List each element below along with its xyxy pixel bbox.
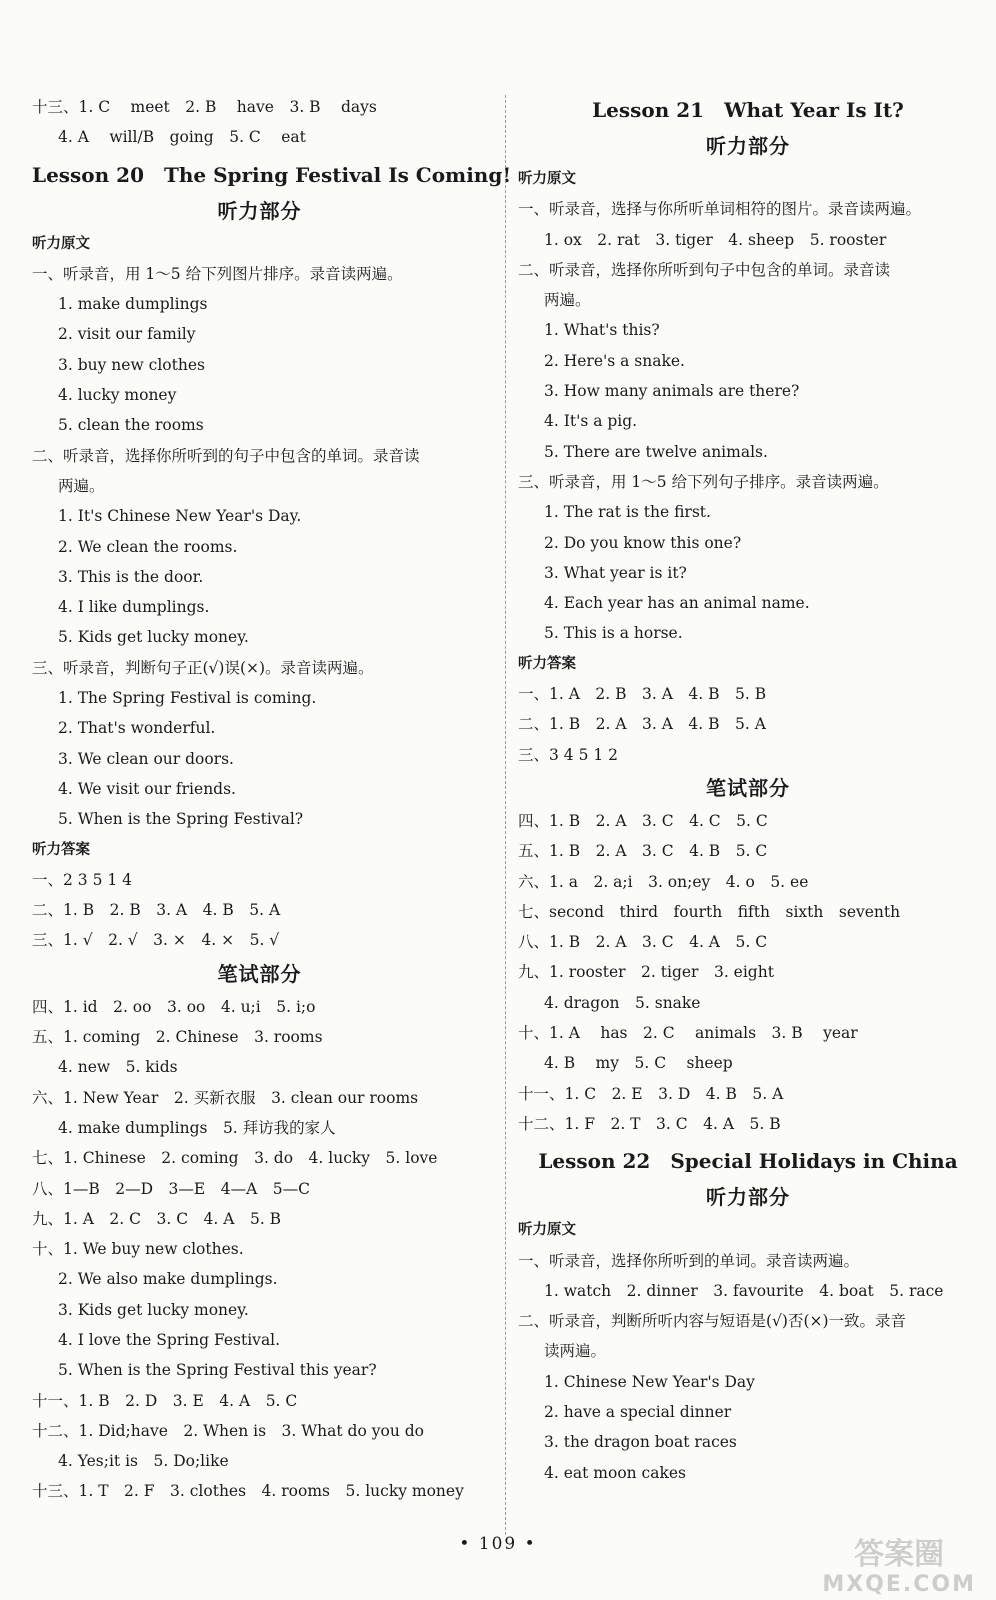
item-line: 2. Here's a snake.: [544, 351, 685, 370]
answer-line: 六、1. New Year 2. 买新衣服 3. clean our rooms: [32, 1088, 419, 1107]
item-line: 5. When is the Spring Festival?: [58, 810, 304, 829]
question-prompt: 三、听录音，判断句子正(√)误(×)。录音读两遍。: [32, 658, 374, 677]
answer-line: 十一、1. C 2. E 3. D 4. B 5. A: [518, 1084, 784, 1103]
answer-line: 十一、1. B 2. D 3. E 4. A 5. C: [32, 1391, 298, 1410]
question-prompt: 一、听录音，选择与你所听单词相符的图片。录音读两遍。: [518, 200, 922, 219]
answer-line: 五、1. B 2. A 3. C 4. B 5. C: [518, 842, 768, 861]
answer-line: 三、1. √ 2. √ 3. × 4. × 5. √: [32, 931, 280, 950]
answer-line: 一、2 3 5 1 4: [32, 870, 133, 889]
answer-line: 三、3 4 5 1 2: [518, 745, 619, 764]
question-prompt: 二、听录音，选择你所听到句子中包含的单词。录音读: [518, 260, 891, 279]
question-prompt-cont: 读两遍。: [544, 1342, 607, 1361]
item-line: 1. watch 2. dinner 3. favourite 4. boat 5. race: [544, 1281, 944, 1300]
column-divider: [505, 95, 506, 1535]
item-line: 4. We visit our friends.: [58, 779, 236, 798]
listening-text-label: 听力原文: [518, 171, 576, 187]
listening-answers-label: 听力答案: [32, 841, 90, 858]
item-line: 2. That's wonderful.: [58, 719, 216, 738]
question-prompt-cont: 两遍。: [544, 291, 591, 310]
item-line: 5. There are twelve animals.: [544, 442, 768, 461]
answer-line: 五、1. coming 2. Chinese 3. rooms: [32, 1028, 323, 1047]
answer-line: 4. make dumplings 5. 拜访我的家人: [58, 1118, 336, 1137]
question-prompt: 三、听录音，用 1～5 给下列句子排序。录音读两遍。: [518, 472, 889, 491]
written-part-heading: 笔试部分: [706, 775, 790, 800]
answer-line: 一、1. A 2. B 3. A 4. B 5. B: [518, 685, 767, 704]
item-line: 5. clean the rooms: [58, 416, 204, 435]
item-line: 1. The Spring Festival is coming.: [58, 689, 317, 708]
item-line: 3. buy new clothes: [58, 355, 205, 374]
item-line: 3. What year is it?: [544, 563, 687, 582]
question-prompt: 一、听录音，选择你所听到的单词。录音读两遍。: [518, 1251, 860, 1270]
item-line: 3. We clean our doors.: [58, 749, 234, 768]
answer-line: 八、1—B 2—D 3—E 4—A 5—C: [32, 1179, 310, 1198]
written-answers: [32, 992, 487, 1507]
item-line: 3. How many animals are there?: [544, 382, 800, 401]
answer-line: 十二、1. Did;have 2. When is 3. What do you do: [32, 1421, 424, 1440]
answer-line: 4. I love the Spring Festival.: [58, 1330, 281, 1349]
answer-line: 3. Kids get lucky money.: [58, 1300, 249, 1319]
written-part-heading: 笔试部分: [217, 961, 302, 986]
listening-text-label: 听力原文: [518, 1222, 576, 1239]
answer-line: 十、1. We buy new clothes.: [32, 1240, 244, 1259]
item-line: 1. ox 2. rat 3. tiger 4. sheep 5. rooster: [544, 230, 887, 249]
answer-line: 十三、1. T 2. F 3. clothes 4. rooms 5. lucky money: [32, 1482, 464, 1501]
item-line: 1. What's this?: [544, 321, 660, 340]
question-prompt: 一、听录音，用 1～5 给下列图片排序。录音读两遍。: [32, 264, 403, 283]
listening-answers-label: 听力答案: [518, 655, 576, 672]
item-line: 2. We clean the rooms.: [58, 537, 238, 556]
written-answers: [518, 806, 978, 1139]
answer-line: 七、second third fourth fifth sixth seventh: [518, 902, 901, 921]
item-line: 5. Kids get lucky money.: [58, 628, 249, 647]
item-line: 4. It's a pig.: [544, 412, 638, 431]
item-line: 5. This is a horse.: [544, 624, 683, 643]
answer-line: 4. dragon 5. snake: [544, 993, 701, 1012]
item-line: 4. eat moon cakes: [544, 1463, 686, 1482]
listening-part-heading: 听力部分: [706, 134, 790, 158]
answer-line: 二、1. B 2. B 3. A 4. B 5. A: [32, 901, 281, 920]
item-line: 3. This is the door.: [58, 567, 204, 586]
left-column: [32, 92, 512, 1507]
watermark-logo: [822, 1537, 976, 1600]
answer-line: 四、1. id 2. oo 3. oo 4. u;i 5. i;o: [32, 997, 316, 1016]
lesson-21-title: Lesson 21 What Year Is It?: [592, 98, 904, 122]
answer-line: 十三、1. C meet 2. B have 3. B days: [32, 98, 377, 116]
item-line: 1. It's Chinese New Year's Day.: [58, 507, 302, 526]
listening-part-heading: 听力部分: [706, 1185, 790, 1210]
answer-line: 六、1. a 2. a;i 3. on;ey 4. o 5. ee: [518, 872, 809, 891]
answer-line: 九、1. A 2. C 3. C 4. A 5. B: [32, 1209, 282, 1228]
listening-part-heading: 听力部分: [217, 198, 302, 223]
item-line: 2. have a special dinner: [544, 1402, 732, 1421]
item-line: 2. visit our family: [58, 325, 196, 344]
item-line: 4. Each year has an animal name.: [544, 594, 810, 613]
item-line: 4. lucky money: [58, 386, 177, 405]
answer-line: 4. Yes;it is 5. Do;like: [58, 1452, 229, 1471]
answer-line: 4. A will/B going 5. C eat: [58, 128, 306, 147]
question-prompt: 二、听录音，判断所听内容与短语是(√)否(×)一致。录音: [518, 1312, 907, 1331]
item-line: 2. Do you know this one?: [544, 533, 742, 552]
item-line: 1. make dumplings: [58, 295, 208, 314]
answer-line: 九、1. rooster 2. tiger 3. eight: [518, 963, 774, 982]
answer-line: 4. new 5. kids: [58, 1058, 178, 1077]
answer-line: 十、1. A has 2. C animals 3. B year: [518, 1024, 858, 1043]
listening-text-label: 听力原文: [32, 235, 90, 252]
lesson-20-title: Lesson 20 The Spring Festival Is Coming!: [32, 162, 512, 187]
answer-line: 四、1. B 2. A 3. C 4. C 5. C: [518, 811, 768, 830]
question-prompt-cont: 两遍。: [58, 476, 105, 495]
item-line: 1. The rat is the first.: [544, 503, 711, 522]
watermark-url: MXQE.COM: [822, 1572, 976, 1597]
question-prompt: 二、听录音，选择你所听到的句子中包含的单词。录音读: [32, 446, 420, 465]
item-line: 4. I like dumplings.: [58, 598, 210, 617]
answer-line: 七、1. Chinese 2. coming 3. do 4. lucky 5. love: [32, 1149, 438, 1168]
item-line: 1. Chinese New Year's Day: [544, 1372, 755, 1391]
answer-line: 二、1. B 2. A 3. A 4. B 5. A: [518, 715, 766, 734]
page-number: • 109 •: [459, 1534, 537, 1554]
answer-line: 十二、1. F 2. T 3. C 4. A 5. B: [518, 1114, 781, 1133]
right-column: [518, 92, 978, 1488]
answer-line: 5. When is the Spring Festival this year?: [58, 1361, 377, 1380]
answer-line: 4. B my 5. C sheep: [544, 1054, 733, 1073]
answer-line: 2. We also make dumplings.: [58, 1270, 278, 1289]
watermark-text: 答案圈: [854, 1537, 945, 1572]
item-line: 3. the dragon boat races: [544, 1433, 737, 1452]
answer-line: 八、1. B 2. A 3. C 4. A 5. C: [518, 933, 768, 952]
lesson-22-title: Lesson 22 Special Holidays in China: [538, 1149, 958, 1174]
